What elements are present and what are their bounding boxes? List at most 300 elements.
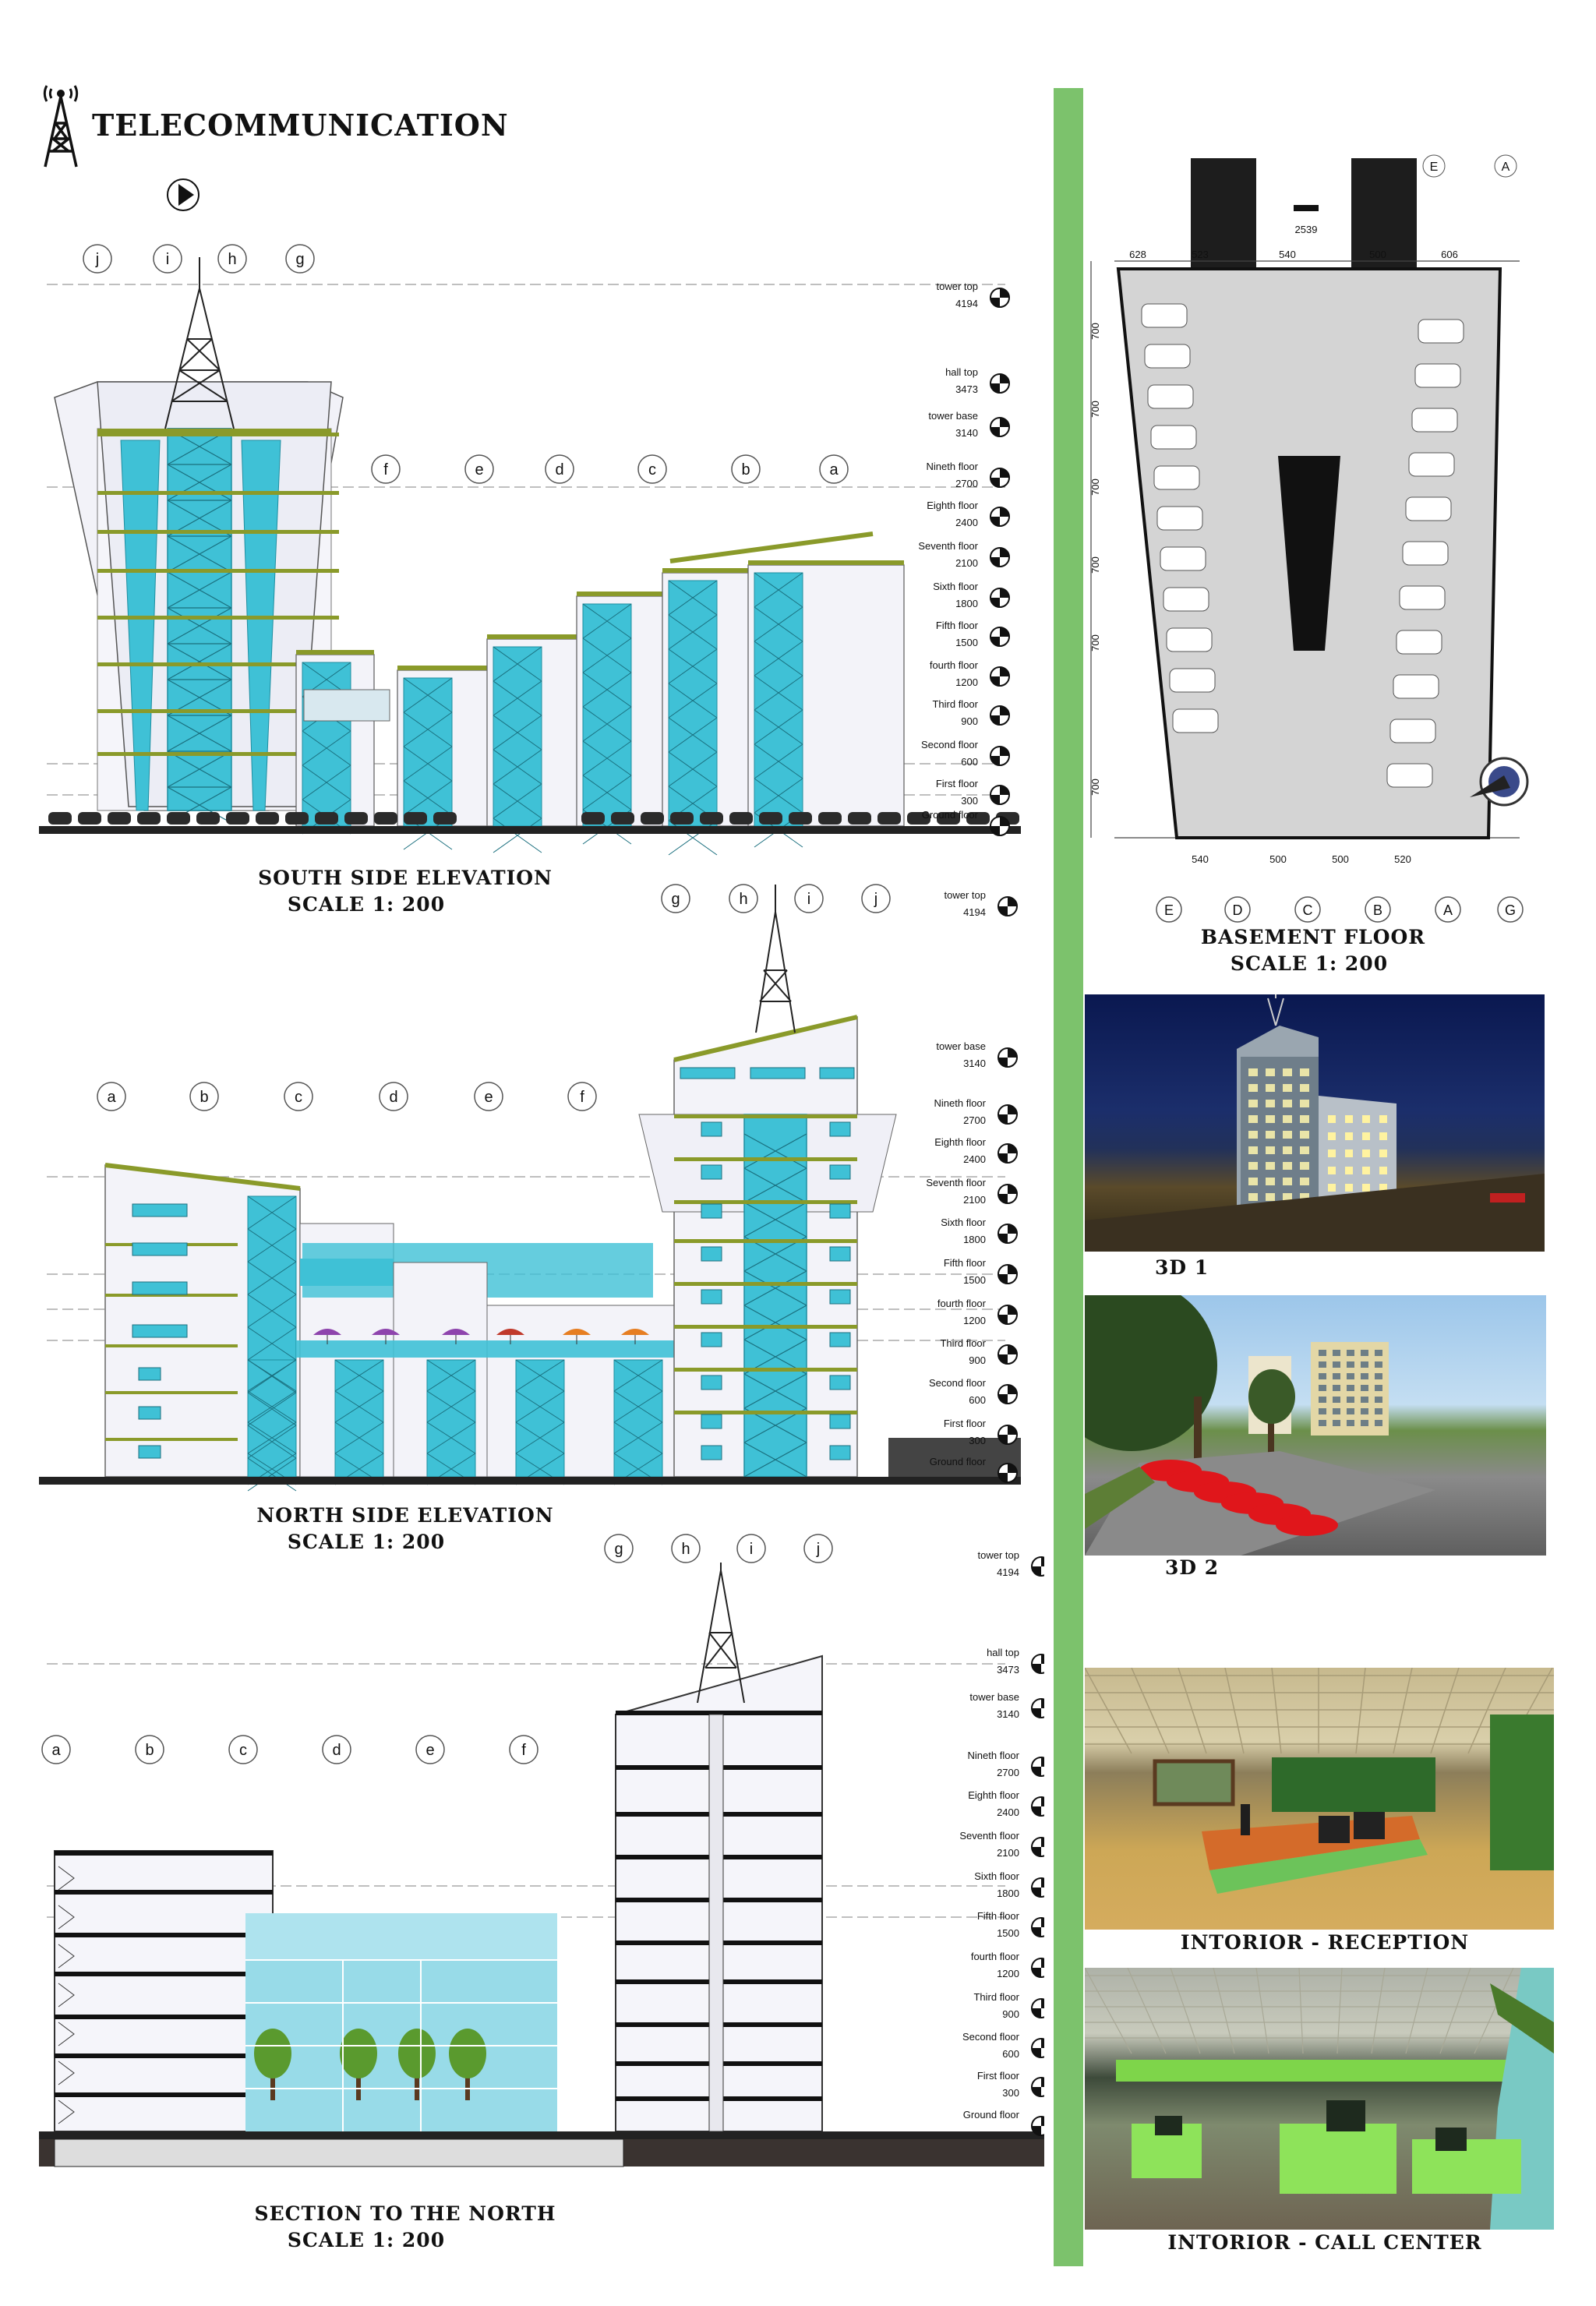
window — [1283, 1146, 1292, 1154]
level-marker-icon — [998, 1144, 1017, 1163]
window — [1283, 1115, 1292, 1123]
level-value: 900 — [969, 1354, 986, 1366]
grid-label: b — [145, 1742, 154, 1759]
level-marker-icon — [990, 786, 1009, 804]
level-value: 1800 — [997, 1888, 1019, 1899]
level-marker-icon — [998, 897, 1017, 916]
parked-car — [1418, 320, 1464, 343]
grid-label: E — [1163, 902, 1174, 918]
grid-label: A — [1442, 902, 1453, 918]
window — [1333, 1397, 1340, 1403]
car — [433, 812, 457, 825]
grid-label: E — [1429, 161, 1439, 174]
car — [1276, 1514, 1338, 1536]
level-value: 1800 — [963, 1234, 986, 1245]
level-value: 1500 — [997, 1927, 1019, 1939]
window — [1347, 1408, 1354, 1414]
render-3d-2 — [1085, 1295, 1546, 1556]
divider-bar — [1054, 88, 1083, 2266]
level-marker-icon — [990, 706, 1009, 725]
parked-car — [1409, 453, 1454, 476]
window — [1362, 1184, 1370, 1192]
window — [1333, 1350, 1340, 1356]
window — [1300, 1068, 1309, 1076]
window — [1361, 1373, 1368, 1379]
grid-label: B — [1372, 902, 1383, 918]
level-value: 2100 — [955, 557, 978, 569]
level-name: First floor — [976, 2070, 1019, 2082]
car — [789, 812, 812, 825]
parked-car — [1173, 709, 1218, 733]
level-marker-icon — [1032, 1878, 1044, 1897]
window — [1333, 1361, 1340, 1368]
section-scale: SCALE 1: 200 — [287, 2229, 446, 2251]
level-value: 2400 — [955, 517, 978, 528]
level-name: Sixth floor — [974, 1870, 1019, 1882]
window — [1283, 1131, 1292, 1139]
level-name: Nineth floor — [967, 1750, 1019, 1761]
level-marker-icon — [998, 1425, 1017, 1444]
level-marker-icon — [990, 588, 1009, 607]
window — [1375, 1350, 1382, 1356]
window — [1283, 1100, 1292, 1107]
level-marker-icon — [990, 548, 1009, 567]
north-elevation-drawing — [31, 877, 1044, 1500]
window — [1328, 1132, 1336, 1140]
level-name: Ground floor — [921, 809, 978, 821]
level-value: 3473 — [955, 383, 978, 395]
window — [1248, 1162, 1258, 1170]
level-marker-icon — [1032, 2117, 1044, 2135]
dim-top-total: 2539 — [1294, 224, 1318, 235]
window — [1361, 1408, 1368, 1414]
grid-label: G — [1504, 902, 1517, 918]
window — [1375, 1385, 1382, 1391]
dim-left: 700 — [1089, 401, 1101, 418]
window — [1248, 1115, 1258, 1123]
window — [1248, 1146, 1258, 1154]
level-name: Second floor — [962, 2031, 1019, 2043]
window — [1266, 1115, 1275, 1123]
level-value: 3473 — [997, 1664, 1019, 1676]
parked-car — [1170, 669, 1215, 692]
window — [1300, 1084, 1309, 1092]
level-marker-icon — [1032, 1918, 1044, 1937]
level-marker-icon — [998, 1305, 1017, 1324]
level-value: 4194 — [955, 298, 978, 309]
level-name: tower base — [936, 1040, 986, 1052]
level-value: 1500 — [955, 637, 978, 648]
parked-car — [1145, 344, 1190, 368]
level-value: 2400 — [997, 1806, 1019, 1818]
level-name: tower base — [969, 1691, 1019, 1703]
north-elevation-scale: SCALE 1: 200 — [287, 1531, 446, 1553]
grid-label: g — [295, 251, 305, 268]
level-value: 4194 — [997, 1566, 1019, 1578]
basement-title: BASEMENT FLOOR — [1200, 926, 1426, 948]
window — [1283, 1178, 1292, 1185]
car — [700, 812, 723, 825]
window — [1361, 1350, 1368, 1356]
window — [1333, 1385, 1340, 1391]
level-marker-icon — [990, 817, 1009, 835]
parked-car — [1396, 630, 1442, 654]
level-value: 900 — [1002, 2008, 1019, 2020]
window — [1345, 1149, 1353, 1157]
level-value: 1500 — [963, 1274, 986, 1286]
render-reception — [1085, 1668, 1554, 1930]
window — [1300, 1146, 1309, 1154]
window — [1248, 1131, 1258, 1139]
window — [1379, 1167, 1387, 1174]
grid-label: c — [648, 461, 656, 479]
car — [48, 812, 72, 825]
window — [1266, 1068, 1275, 1076]
level-value: 600 — [961, 756, 978, 768]
car — [581, 812, 605, 825]
dim-left: 700 — [1089, 323, 1101, 340]
basement-scale: SCALE 1: 200 — [1230, 952, 1389, 975]
window — [1333, 1373, 1340, 1379]
antenna-tower-icon — [36, 84, 86, 170]
car — [344, 812, 368, 825]
car — [315, 812, 338, 825]
window — [1375, 1397, 1382, 1403]
car — [78, 812, 101, 825]
window — [1361, 1397, 1368, 1403]
dim-top: 500 — [1369, 249, 1386, 260]
grid-label: i — [165, 251, 170, 268]
window — [1361, 1420, 1368, 1426]
level-marker-icon — [1032, 1999, 1044, 2018]
window — [1347, 1350, 1354, 1356]
window — [1319, 1373, 1326, 1379]
grid-label: e — [475, 461, 484, 479]
window — [1347, 1420, 1354, 1426]
parked-car — [1148, 385, 1193, 408]
parked-car — [1157, 507, 1202, 530]
level-marker-icon — [990, 288, 1009, 307]
window — [1375, 1420, 1382, 1426]
parked-car — [1142, 304, 1187, 327]
level-marker-icon — [1032, 1699, 1044, 1718]
window — [1319, 1408, 1326, 1414]
car — [641, 812, 664, 825]
grid-label: c — [239, 1742, 247, 1759]
level-name: Nineth floor — [934, 1097, 986, 1109]
dim-top: 540 — [1279, 249, 1296, 260]
car — [108, 812, 131, 825]
parked-car — [1393, 675, 1439, 698]
parked-car — [1403, 542, 1448, 565]
level-name: Fifth floor — [935, 620, 978, 631]
window — [1319, 1350, 1326, 1356]
grid-label: a — [107, 1089, 116, 1106]
grid-label: j — [874, 891, 878, 908]
car — [759, 812, 782, 825]
grid-label: b — [741, 461, 750, 479]
tree — [340, 2029, 377, 2078]
window — [1300, 1162, 1309, 1170]
grid-label: f — [383, 461, 388, 479]
level-marker-icon — [998, 1345, 1017, 1364]
level-marker-icon — [998, 1048, 1017, 1067]
level-marker-icon — [1032, 1797, 1044, 1816]
level-marker-icon — [1032, 1757, 1044, 1776]
window — [1362, 1115, 1370, 1123]
dim-bottom: 520 — [1394, 853, 1411, 865]
grid-label: c — [295, 1089, 302, 1106]
render-3d-1-label: 3D 1 — [1155, 1256, 1209, 1279]
level-name: fourth floor — [929, 659, 978, 671]
level-value: 600 — [969, 1394, 986, 1406]
tree — [449, 2029, 486, 2078]
level-name: fourth floor — [937, 1298, 986, 1309]
level-value: 2100 — [997, 1847, 1019, 1859]
render-reception-label: INTORIOR - RECEPTION — [1180, 1931, 1470, 1954]
section-drawing — [31, 1524, 1044, 2186]
window — [1375, 1408, 1382, 1414]
render-callcenter — [1085, 1968, 1554, 2230]
dim-top: 628 — [1129, 249, 1146, 260]
level-name: Seventh floor — [926, 1177, 986, 1188]
level-name: Eighth floor — [968, 1789, 1019, 1801]
window — [1345, 1132, 1353, 1140]
window — [1248, 1178, 1258, 1185]
window — [1347, 1397, 1354, 1403]
level-name: Sixth floor — [933, 581, 978, 592]
window — [1362, 1132, 1370, 1140]
grid-label: h — [228, 251, 237, 268]
level-value: 1200 — [997, 1968, 1019, 1979]
window — [1266, 1193, 1275, 1201]
grid-label: j — [816, 1541, 821, 1558]
window — [1375, 1361, 1382, 1368]
render-3d-1 — [1085, 994, 1545, 1252]
south-elevation-scale: SCALE 1: 200 — [287, 893, 446, 916]
north-elevation-title: NORTH SIDE ELEVATION — [256, 1504, 554, 1527]
window — [1362, 1167, 1370, 1174]
level-marker-icon — [998, 1385, 1017, 1404]
level-name: Second floor — [929, 1377, 986, 1389]
window — [1248, 1068, 1258, 1076]
level-value: 300 — [969, 1435, 986, 1446]
level-marker-icon — [1032, 1654, 1044, 1673]
level-name: hall top — [945, 366, 978, 378]
grid-label: b — [200, 1089, 209, 1106]
level-value: 2700 — [997, 1767, 1019, 1778]
south-elevation-drawing — [31, 171, 1044, 865]
window — [1361, 1361, 1368, 1368]
grid-label: f — [521, 1742, 526, 1759]
window — [1345, 1167, 1353, 1174]
window — [1319, 1385, 1326, 1391]
level-name: Eighth floor — [927, 500, 978, 511]
dim-left: 700 — [1089, 556, 1101, 574]
grid-label: h — [681, 1541, 690, 1558]
level-value: 2400 — [963, 1153, 986, 1165]
level-name: Third floor — [932, 698, 978, 710]
level-marker-icon — [990, 507, 1009, 526]
window — [1333, 1420, 1340, 1426]
window — [1283, 1068, 1292, 1076]
level-marker-icon — [990, 374, 1009, 393]
car — [729, 812, 753, 825]
grid-label: d — [389, 1089, 398, 1106]
window — [1283, 1162, 1292, 1170]
level-name: Eighth floor — [934, 1136, 986, 1148]
dim-bottom: 500 — [1332, 853, 1349, 865]
level-value: 2100 — [963, 1194, 986, 1206]
window — [1300, 1100, 1309, 1107]
parked-car — [1406, 497, 1451, 521]
level-value: 600 — [1002, 2048, 1019, 2060]
window — [1375, 1373, 1382, 1379]
render-callcenter-label: INTORIOR - CALL CENTER — [1167, 2231, 1482, 2254]
grid-label: h — [739, 891, 748, 908]
level-marker-icon — [998, 1464, 1017, 1482]
level-name: Second floor — [921, 739, 978, 750]
window — [1300, 1178, 1309, 1185]
parked-car — [1415, 364, 1460, 387]
dim-left: 700 — [1089, 634, 1101, 652]
level-marker-icon — [998, 1224, 1017, 1243]
level-name: tower base — [928, 410, 978, 422]
north-arrow-icon — [168, 179, 199, 210]
billboard — [304, 690, 390, 721]
parked-car — [1400, 586, 1445, 609]
grid-label: d — [332, 1742, 341, 1759]
grid-label: a — [829, 461, 839, 479]
car — [818, 812, 842, 825]
level-name: tower top — [936, 281, 978, 292]
parked-car — [1387, 764, 1432, 787]
level-value: 2700 — [963, 1114, 986, 1126]
level-name: fourth floor — [970, 1951, 1019, 1962]
render-3d-2-label: 3D 2 — [1165, 1556, 1220, 1579]
level-marker-icon — [1032, 1557, 1044, 1576]
window — [1328, 1149, 1336, 1157]
car — [374, 812, 397, 825]
grid-label: i — [749, 1541, 754, 1558]
grid-label: j — [95, 251, 100, 268]
level-name: Third floor — [940, 1337, 986, 1349]
level-value: 3140 — [997, 1708, 1019, 1720]
level-name: tower top — [977, 1549, 1019, 1561]
south-elevation-title: SOUTH SIDE ELEVATION — [258, 867, 553, 889]
car — [848, 812, 871, 825]
level-marker-icon — [998, 1105, 1017, 1124]
window — [1300, 1115, 1309, 1123]
level-name: Fifth floor — [976, 1910, 1019, 1922]
level-marker-icon — [990, 667, 1009, 686]
car — [226, 812, 249, 825]
level-marker-icon — [1032, 2039, 1044, 2057]
window — [1266, 1178, 1275, 1185]
window — [1347, 1361, 1354, 1368]
window — [1248, 1100, 1258, 1107]
window — [1266, 1162, 1275, 1170]
grid-label: e — [484, 1089, 493, 1106]
level-value: 300 — [961, 795, 978, 807]
window — [1345, 1184, 1353, 1192]
level-name: tower top — [944, 889, 986, 901]
parked-car — [1151, 426, 1196, 449]
parked-car — [1412, 408, 1457, 432]
parked-car — [1160, 547, 1206, 570]
window — [1379, 1132, 1387, 1140]
level-name: Fifth floor — [943, 1257, 986, 1269]
level-name: Third floor — [973, 1991, 1019, 2003]
car — [256, 812, 279, 825]
window — [1379, 1149, 1387, 1157]
level-name: Ground floor — [929, 1456, 986, 1467]
window — [1379, 1115, 1387, 1123]
dim-top: 606 — [1441, 249, 1458, 260]
window — [1266, 1131, 1275, 1139]
grid-label: D — [1232, 902, 1243, 918]
parked-car — [1390, 719, 1435, 743]
level-marker-icon — [998, 1265, 1017, 1284]
level-value: 2700 — [955, 478, 978, 489]
grid-label: C — [1302, 902, 1313, 918]
dim-bottom: 540 — [1192, 853, 1209, 865]
level-value: 1800 — [955, 598, 978, 609]
grid-label: i — [807, 891, 811, 908]
window — [1319, 1420, 1326, 1426]
dim-top: 523 — [1192, 249, 1209, 260]
window — [1361, 1385, 1368, 1391]
tree — [398, 2029, 436, 2078]
dim-left: 700 — [1089, 479, 1101, 496]
car — [670, 812, 694, 825]
level-value: 4194 — [963, 906, 986, 918]
level-name: Sixth floor — [941, 1217, 986, 1228]
car — [877, 812, 901, 825]
level-marker-icon — [990, 418, 1009, 436]
tree — [254, 2029, 291, 2078]
level-marker-icon — [1032, 1838, 1044, 1856]
car — [196, 812, 220, 825]
level-value: 3140 — [963, 1058, 986, 1069]
parked-car — [1167, 628, 1212, 652]
level-name: First floor — [943, 1418, 986, 1429]
level-marker-icon — [990, 747, 1009, 765]
level-name: First floor — [935, 778, 978, 789]
level-marker-icon — [990, 627, 1009, 646]
car — [404, 812, 427, 825]
grid-label: g — [614, 1541, 623, 1558]
level-value: 900 — [961, 715, 978, 727]
level-value: 300 — [1002, 2087, 1019, 2099]
window — [1266, 1100, 1275, 1107]
level-name: Seventh floor — [959, 1830, 1019, 1842]
dim-left: 700 — [1089, 779, 1101, 796]
level-value: 3140 — [955, 427, 978, 439]
grid-label: f — [580, 1089, 584, 1106]
grid-label: A — [1501, 161, 1510, 174]
sheet-title: TELECOMMUNICATION — [92, 108, 509, 143]
window — [1328, 1167, 1336, 1174]
car — [611, 812, 634, 825]
grid-label: a — [51, 1742, 61, 1759]
parked-car — [1154, 466, 1199, 489]
window — [1319, 1361, 1326, 1368]
level-name: Nineth floor — [926, 461, 978, 472]
window — [1319, 1397, 1326, 1403]
window — [1266, 1146, 1275, 1154]
level-marker-icon — [1032, 2078, 1044, 2096]
